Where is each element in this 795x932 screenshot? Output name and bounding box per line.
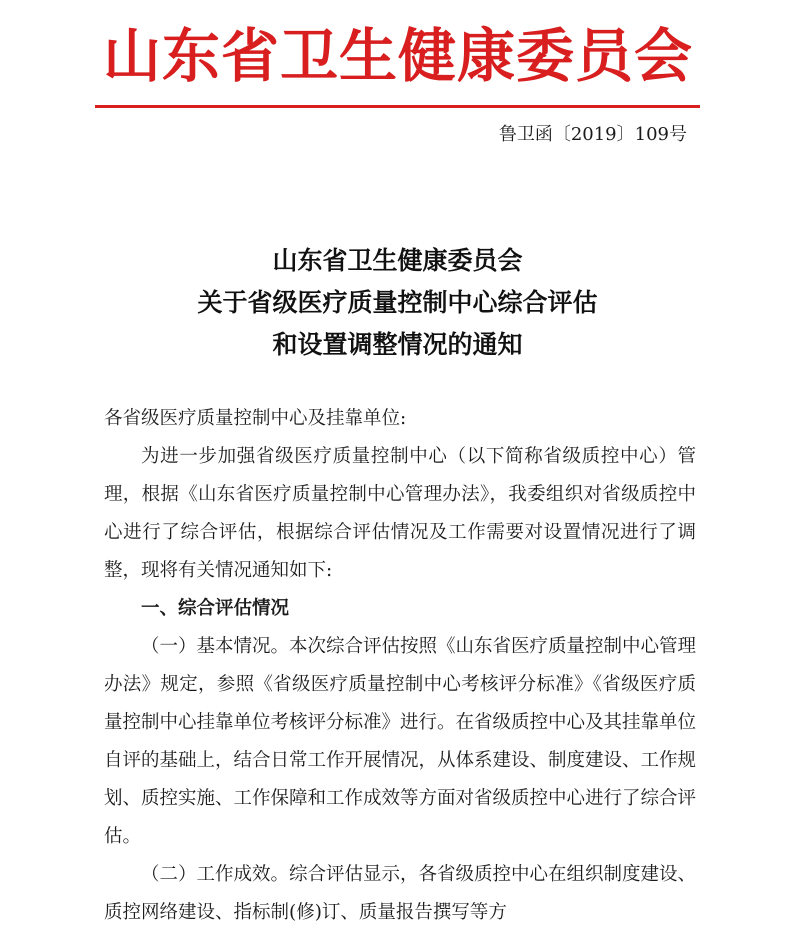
notice-title [95, 240, 700, 366]
red-divider-line [95, 105, 700, 108]
title-line-1: 山东省卫生健康委员会 [272, 246, 523, 275]
paragraph-work-results: （二）工作成效。综合评估显示，各省级质控中心在组织制度建设、质控网络建设、指标制(修)订、质量报告撰写等方 [104, 864, 697, 923]
title-line-3: 和设置调整情况的通知 [272, 330, 523, 359]
section-heading-1: 一、综合评估情况 [141, 598, 290, 619]
notice-body [104, 400, 696, 932]
intro-paragraph: 为进一步加强省级医疗质量控制中心（以下简称省级质控中心）管理，根据《山东省医疗质量控制中心管理办法》，我委组织对省级质控中心进行了综合评估，根据综合评估情况及工作需要对设置情况进行了调整，现将有关情况通知如下: [104, 446, 696, 581]
document-number: 鲁卫函〔2019〕109号 [498, 124, 687, 145]
salutation: 各省级医疗质量控制中心及挂靠单位: [104, 408, 407, 429]
title-line-2: 关于省级医疗质量控制中心综合评估 [197, 288, 598, 317]
paragraph-basic-situation: （一）基本情况。本次综合评估按照《山东省医疗质量控制中心管理办法》规定，参照《省级医疗质量控制中心考核评分标准》《省级医疗质量控制中心挂靠单位考核评分标准》进行。在省级质控中心及其挂靠单位自评的基础上，结合日常工作开展情况，从体系建设、制度建设、工作规划、质控实施、工作保障和工作成效等方面对省级质控中心进行了综合评估。 [104, 636, 697, 847]
masthead-title: 山东省卫生健康委员会 [102, 22, 693, 90]
